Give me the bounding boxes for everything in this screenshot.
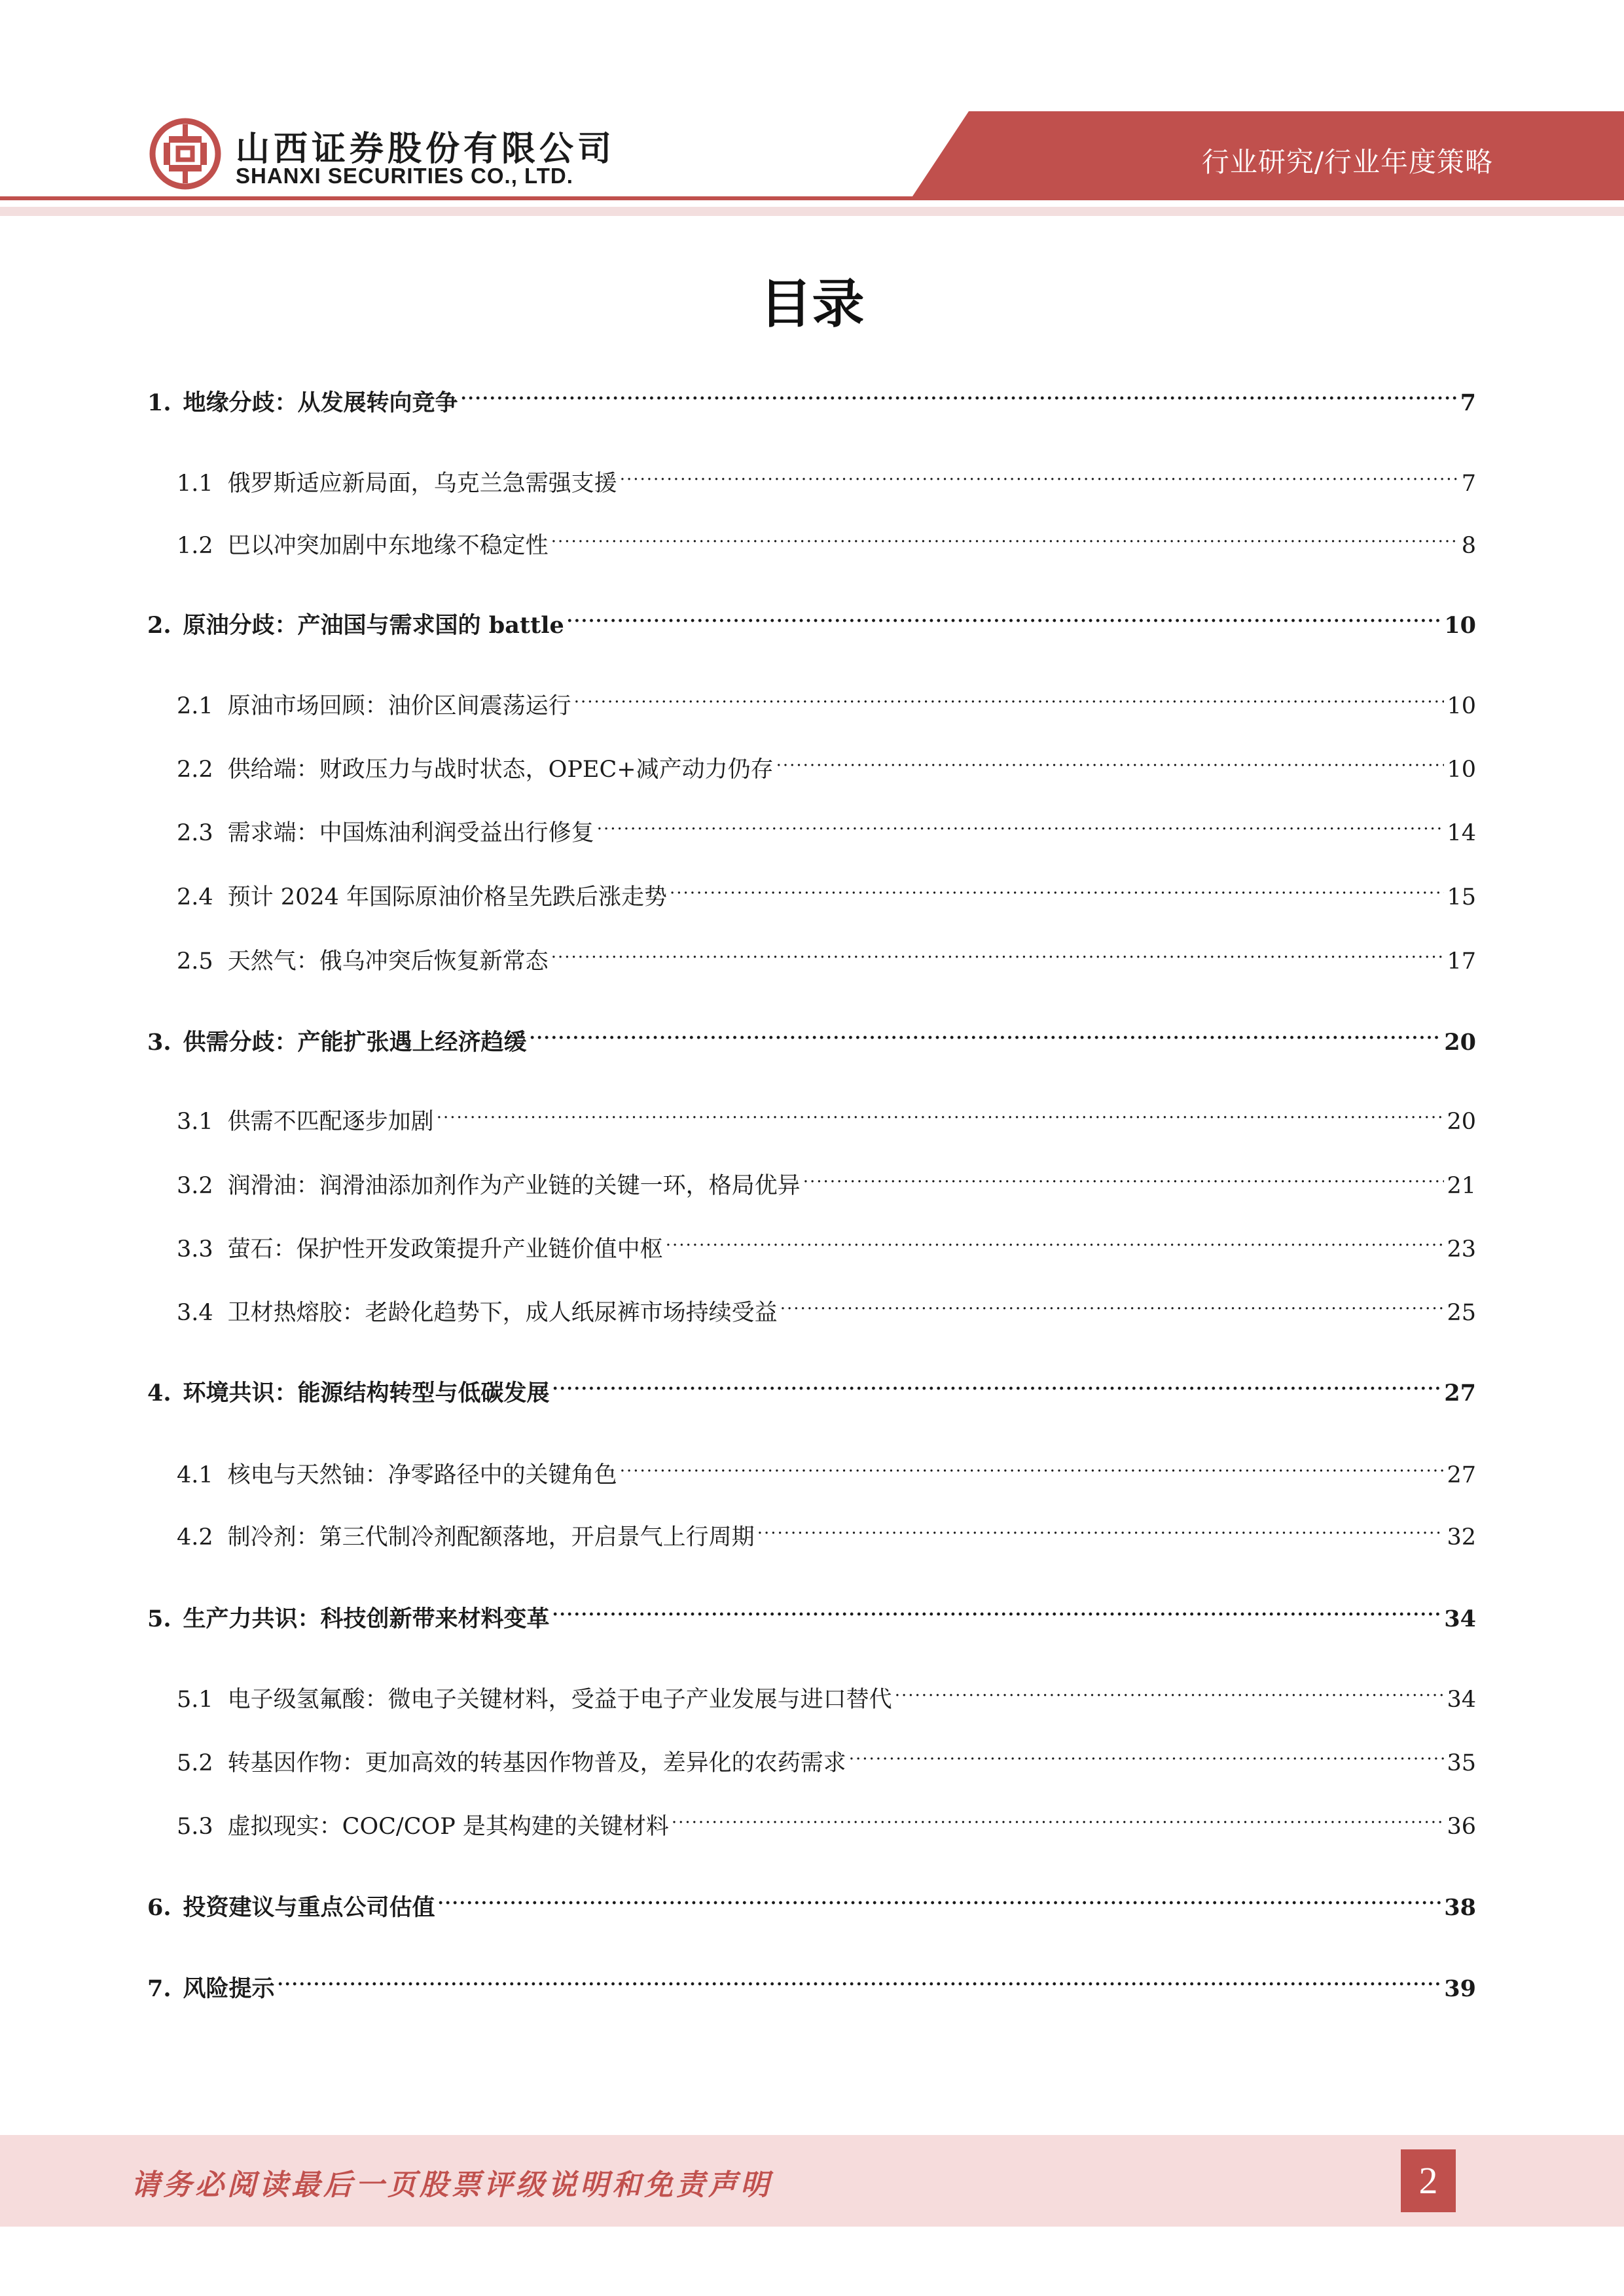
toc-dot-leader <box>672 1795 1445 1834</box>
toc-entry[interactable] <box>147 594 1476 639</box>
toc-entry-number: 4. <box>147 1380 171 1407</box>
toc-entry-label: 转基因作物：更加高效的转基因作物普及，差异化的农药需求 <box>227 1750 846 1776</box>
toc-dot-leader <box>670 865 1444 905</box>
toc-entry[interactable] <box>177 1090 1476 1135</box>
toc-entry-label: 生产力共识：科技创新带来材料变革 <box>183 1605 550 1632</box>
toc-entry-page: 7 <box>1461 471 1476 497</box>
toc-entry[interactable] <box>177 514 1476 559</box>
toc-entry-number: 2.2 <box>177 757 213 783</box>
header-rule-light <box>0 207 1624 216</box>
disclaimer-text: 请务必阅读最后一页股票评级说明和免责声明 <box>131 2168 772 2202</box>
toc-dot-leader <box>438 1876 1442 1915</box>
toc-entry-label: 俄罗斯适应新局面，乌克兰急需强支援 <box>227 471 617 497</box>
toc-entry-label: 巴以冲突加剧中东地缘不稳定性 <box>227 533 549 559</box>
toc-entry[interactable] <box>147 1011 1476 1056</box>
toc-entry-number: 4.2 <box>177 1524 213 1551</box>
toc-entry-page: 35 <box>1447 1750 1476 1776</box>
toc-entry-label: 地缘分歧：从发展转向竞争 <box>183 389 458 416</box>
toc-entry[interactable] <box>177 1217 1476 1263</box>
page-number: 2 <box>1401 2149 1456 2212</box>
report-category: 行业研究/行业年度策略 <box>1201 146 1493 178</box>
toc-entry-page: 39 <box>1444 1975 1476 2002</box>
toc-dot-leader <box>552 1361 1442 1401</box>
toc-entry-page: 15 <box>1447 884 1476 910</box>
toc-dot-leader <box>895 1668 1445 1707</box>
toc-entry-label: 萤石：保护性开发政策提升产业链价值中枢 <box>227 1236 663 1263</box>
toc-entry-number: 2.5 <box>177 948 213 975</box>
toc-dot-leader <box>567 594 1441 633</box>
toc-entry-number: 5.2 <box>177 1750 213 1776</box>
toc-entry-number: 3.2 <box>177 1173 213 1199</box>
toc-dot-leader <box>849 1731 1445 1770</box>
toc-dot-leader <box>552 1587 1442 1626</box>
company-name-en: SHANXI SECURITIES CO., LTD. <box>236 164 573 188</box>
toc-entry-number: 3. <box>147 1029 171 1056</box>
toc-entry-number: 3.3 <box>177 1236 213 1263</box>
toc-entry-page: 10 <box>1444 612 1476 639</box>
toc-entry[interactable] <box>147 371 1476 416</box>
toc-entry-number: 5.3 <box>177 1814 213 1840</box>
page-footer <box>0 2135 1624 2227</box>
toc-entry[interactable] <box>177 1795 1476 1840</box>
toc-dot-leader <box>803 1154 1445 1193</box>
toc-dot-leader <box>620 452 1459 491</box>
toc-dot-leader <box>530 1011 1442 1050</box>
toc-dot-leader <box>551 514 1459 553</box>
toc-entry-label: 原油分歧：产油国与需求国的 battle <box>183 612 564 639</box>
toc-entry-number: 3.4 <box>177 1300 213 1326</box>
toc-entry-page: 20 <box>1447 1109 1476 1135</box>
toc-entry-label: 润滑油：润滑油添加剂作为产业链的关键一环，格局优异 <box>227 1173 801 1199</box>
toc-entry-number: 3.1 <box>177 1109 213 1135</box>
toc-entry[interactable] <box>177 1154 1476 1199</box>
toc-entry-number: 2. <box>147 612 171 639</box>
toc-entry[interactable] <box>177 865 1476 910</box>
toc-entry-page: 8 <box>1461 533 1476 559</box>
toc-entry-number: 4.1 <box>177 1462 213 1488</box>
toc-entry-label: 电子级氢氟酸：微电子关键材料，受益于电子产业发展与进口替代 <box>227 1687 892 1713</box>
toc-entry[interactable] <box>177 674 1476 719</box>
toc-entry-label: 环境共识：能源结构转型与低碳发展 <box>183 1380 550 1407</box>
toc-entry-page: 25 <box>1447 1300 1476 1326</box>
toc-dot-leader <box>776 738 1445 777</box>
toc-entry[interactable] <box>147 1957 1476 2002</box>
toc-dot-leader <box>597 801 1445 840</box>
company-name-cn: 山西证券股份有限公司 <box>236 130 616 169</box>
toc-entry[interactable] <box>177 929 1476 975</box>
toc-dot-leader <box>574 674 1445 713</box>
toc-entry-number: 5. <box>147 1605 171 1632</box>
toc-entry[interactable] <box>177 1668 1476 1713</box>
toc-entry-page: 27 <box>1447 1462 1476 1488</box>
toc-entry-page: 36 <box>1447 1814 1476 1840</box>
toc-entry-page: 34 <box>1447 1687 1476 1713</box>
toc-dot-leader <box>437 1090 1445 1129</box>
toc-entry-label: 供给端：财政压力与战时状态，OPEC+减产动力仍存 <box>227 757 774 783</box>
toc-entry-label: 制冷剂：第三代制冷剂配额落地，开启景气上行周期 <box>227 1524 755 1551</box>
toc-entry-number: 2.3 <box>177 820 213 846</box>
toc-entry-label: 风险提示 <box>183 1975 275 2002</box>
toc-entry-page: 23 <box>1447 1236 1476 1263</box>
header-rule <box>0 196 1624 200</box>
toc-dot-leader <box>620 1443 1445 1482</box>
toc-entry-label: 预计 2024 年国际原油价格呈先跌后涨走势 <box>227 884 667 910</box>
toc-entry-number: 2.4 <box>177 884 213 910</box>
toc-entry-number: 1. <box>147 389 171 416</box>
toc-entry-page: 38 <box>1444 1894 1476 1921</box>
toc-dot-leader <box>278 1957 1442 1996</box>
shanxi-securities-logo-icon <box>149 118 221 190</box>
toc-entry[interactable] <box>177 801 1476 846</box>
toc-entry-page: 20 <box>1444 1029 1476 1056</box>
toc-entry-page: 10 <box>1447 757 1476 783</box>
toc-entry-label: 供需分歧：产能扩张遇上经济趋缓 <box>183 1029 527 1056</box>
toc-dot-leader <box>757 1505 1445 1545</box>
toc-entry-label: 虚拟现实：COC/COP 是其构建的关键材料 <box>227 1814 669 1840</box>
toc-entry-label: 需求端：中国炼油利润受益出行修复 <box>227 820 594 846</box>
toc-entry[interactable] <box>147 1587 1476 1632</box>
toc-entry-page: 10 <box>1447 693 1476 719</box>
toc-entry-page: 7 <box>1460 389 1476 416</box>
toc-entry-page: 27 <box>1444 1380 1476 1407</box>
toc-entry-label: 卫材热熔胶：老龄化趋势下，成人纸尿裤市场持续受益 <box>227 1300 778 1326</box>
toc-entry[interactable] <box>177 1443 1476 1488</box>
toc-entry-label: 天然气：俄乌冲突后恢复新常态 <box>227 948 549 975</box>
toc-entry-label: 供需不匹配逐步加剧 <box>227 1109 434 1135</box>
toc-entry-label: 核电与天然铀：净零路径中的关键角色 <box>227 1462 617 1488</box>
toc-entry-label: 原油市场回顾：油价区间震荡运行 <box>227 693 571 719</box>
toc-entry[interactable] <box>177 738 1476 783</box>
toc-dot-leader <box>666 1217 1445 1257</box>
toc-entry[interactable] <box>177 1505 1476 1551</box>
toc-dot-leader <box>461 371 1458 410</box>
toc-entry-number: 6. <box>147 1894 171 1921</box>
toc-entry[interactable] <box>177 452 1476 497</box>
toc-entry[interactable] <box>147 1876 1476 1921</box>
toc-entry[interactable] <box>177 1731 1476 1776</box>
toc-entry-number: 1.2 <box>177 533 213 559</box>
toc-entry-number: 7. <box>147 1975 171 2002</box>
toc-entry-page: 32 <box>1447 1524 1476 1551</box>
toc-entry-page: 34 <box>1444 1605 1476 1632</box>
toc-entry[interactable] <box>177 1281 1476 1326</box>
toc-entry-number: 2.1 <box>177 693 213 719</box>
page-title: 目录 <box>759 274 865 334</box>
toc-entry-number: 5.1 <box>177 1687 213 1713</box>
toc-dot-leader <box>551 929 1445 969</box>
toc-entry-number: 1.1 <box>177 471 213 497</box>
toc-entry-page: 17 <box>1447 948 1476 975</box>
page-header <box>0 0 1624 223</box>
toc-entry-page: 21 <box>1447 1173 1476 1199</box>
toc-entry-page: 14 <box>1447 820 1476 846</box>
toc-dot-leader <box>780 1281 1445 1320</box>
toc-entry[interactable] <box>147 1361 1476 1407</box>
toc-entry-label: 投资建议与重点公司估值 <box>183 1894 435 1921</box>
